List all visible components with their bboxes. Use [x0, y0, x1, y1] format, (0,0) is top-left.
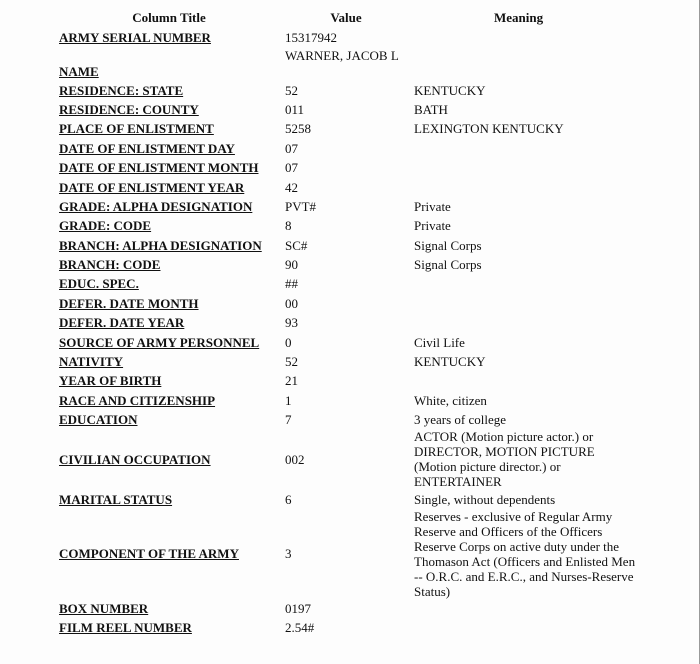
row-value: WARNER, JACOB L [285, 48, 399, 64]
row-title: COMPONENT OF THE ARMY [59, 546, 239, 562]
row-date-of-enlistment-year [56, 177, 636, 196]
row-army-serial-number [56, 28, 636, 47]
row-grade-alpha-designation [56, 197, 636, 216]
row-meaning: KENTUCKY [414, 82, 486, 98]
row-value: 7 [285, 412, 292, 428]
row-title: BRANCH: ALPHA DESIGNATION [59, 237, 262, 253]
row-title: DEFER. DATE MONTH [59, 295, 199, 311]
row-title: ARMY SERIAL NUMBER [59, 30, 211, 46]
row-educ-spec [56, 274, 636, 293]
row-marital-status [56, 489, 636, 508]
header-row [56, 8, 636, 28]
row-meaning [410, 618, 636, 637]
row-meaning: LEXINGTON KENTUCKY [414, 121, 564, 137]
row-branch-code [56, 255, 636, 274]
row-residence-state [56, 80, 636, 99]
row-title: CIVILIAN OCCUPATION [59, 451, 211, 467]
row-title: BRANCH: CODE [59, 257, 161, 273]
row-value: 93 [285, 315, 298, 331]
row-title: GRADE: ALPHA DESIGNATION [59, 198, 253, 214]
row-value: 0 [285, 334, 292, 350]
row-date-of-enlistment-day [56, 139, 636, 158]
row-value: 00 [285, 295, 298, 311]
row-title: RESIDENCE: STATE [59, 82, 184, 98]
row-meaning: Reserves - exclusive of Regular Army Reserve and Officers of the Officers Reserve Corps on active duty under the Thomason Act (Officers and Enlisted Men -- O.R.C. and E.R.C., and Nurses-Reserve Status) [414, 508, 636, 599]
row-meaning: White, citizen [414, 392, 487, 408]
row-value: ## [285, 276, 298, 292]
row-meaning: KENTUCKY [414, 354, 486, 370]
row-value: 011 [285, 101, 305, 117]
row-value: 21 [285, 373, 298, 389]
row-meaning [410, 139, 636, 158]
header-meaning: Meaning [494, 10, 544, 25]
row-meaning [410, 313, 636, 332]
row-date-of-enlistment-month [56, 158, 636, 177]
row-component-of-the-army [56, 509, 636, 599]
row-defer-date-month [56, 294, 636, 313]
row-meaning: ACTOR (Motion picture actor.) or DIRECTOR, MOTION PICTURE (Motion picture director.) or ENTERTAINER [414, 429, 595, 490]
row-title: DEFER. DATE YEAR [59, 315, 185, 331]
row-title: MARITAL STATUS [59, 491, 173, 507]
row-source-of-army-personnel [56, 332, 636, 351]
row-meaning: Signal Corps [414, 257, 482, 273]
row-title: RESIDENCE: COUNTY [59, 101, 199, 117]
row-title: DATE OF ENLISTMENT YEAR [59, 179, 245, 195]
row-meaning: Signal Corps [414, 237, 482, 253]
row-title: RACE AND CITIZENSHIP [59, 392, 216, 408]
row-value: 07 [285, 140, 298, 156]
row-meaning: 3 years of college [414, 412, 507, 428]
row-meaning: Private [414, 218, 451, 234]
row-title: EDUC. SPEC. [59, 276, 139, 292]
row-meaning [410, 47, 636, 80]
row-title: NATIVITY [59, 354, 124, 370]
row-meaning: Civil Life [414, 334, 465, 350]
row-title: NAME [59, 64, 99, 80]
row-meaning [410, 371, 636, 390]
row-value: 0197 [285, 601, 311, 616]
row-value: 90 [285, 257, 298, 273]
row-value: 52 [285, 354, 298, 370]
row-title: DATE OF ENLISTMENT MONTH [59, 160, 259, 176]
row-title: SOURCE OF ARMY PERSONNEL [59, 334, 260, 350]
row-title: EDUCATION [59, 412, 138, 428]
row-meaning [410, 177, 636, 196]
row-title: FILM REEL NUMBER [59, 620, 192, 636]
row-title: GRADE: CODE [59, 218, 152, 234]
row-meaning: Single, without dependents [414, 491, 556, 507]
row-name [56, 47, 636, 80]
row-civilian-occupation [56, 429, 636, 489]
row-value: 3 [285, 546, 292, 562]
row-title: YEAR OF BIRTH [59, 373, 162, 389]
row-meaning [410, 294, 636, 313]
enlistment-record-table [56, 8, 636, 638]
row-residence-county [56, 100, 636, 119]
row-race-and-citizenship [56, 391, 636, 410]
row-value: 07 [285, 160, 298, 176]
row-place-of-enlistment [56, 119, 636, 138]
header-column-title: Column Title [132, 10, 206, 25]
row-value: 2.54# [285, 620, 315, 636]
row-value: 6 [285, 491, 292, 507]
row-value: 5258 [285, 121, 311, 137]
row-value: 52 [285, 82, 298, 98]
row-education [56, 410, 636, 429]
row-value: 15317942 [285, 30, 337, 46]
row-meaning [410, 599, 636, 618]
row-value: 002 [285, 451, 305, 467]
row-film-reel-number [56, 618, 636, 637]
row-meaning: Private [414, 198, 451, 214]
header-value: Value [330, 10, 362, 25]
row-title: BOX NUMBER [59, 601, 149, 616]
row-title: DATE OF ENLISTMENT DAY [59, 140, 235, 156]
row-grade-code [56, 216, 636, 235]
row-meaning [410, 28, 636, 47]
row-value: PVT# [285, 198, 317, 214]
row-value: 42 [285, 179, 298, 195]
row-meaning: BATH [414, 101, 448, 117]
row-year-of-birth [56, 371, 636, 390]
row-value: SC# [285, 237, 308, 253]
row-box-number [56, 599, 636, 618]
row-nativity [56, 352, 636, 371]
row-title: PLACE OF ENLISTMENT [59, 121, 214, 137]
row-defer-date-year [56, 313, 636, 332]
row-value: 8 [285, 218, 292, 234]
row-meaning [410, 158, 636, 177]
row-meaning [410, 274, 636, 293]
row-branch-alpha-designation [56, 236, 636, 255]
row-value: 1 [285, 392, 292, 408]
